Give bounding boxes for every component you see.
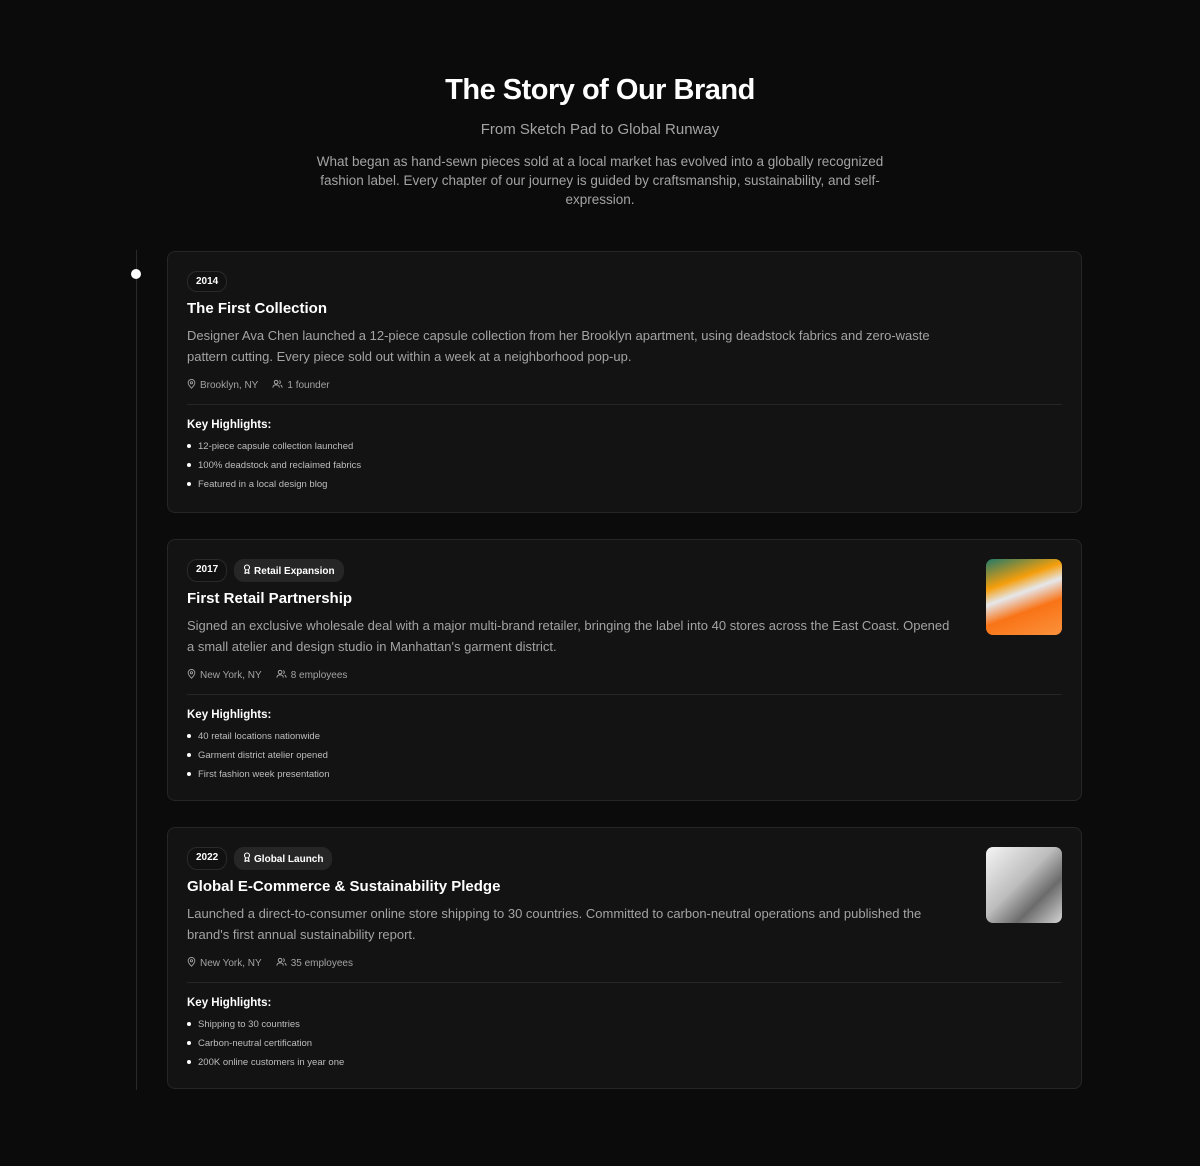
- team-size: 8 employees: [276, 669, 348, 682]
- divider: [187, 982, 1062, 983]
- milestone-card: [167, 827, 1082, 1089]
- highlights-heading: Key Highlights:: [187, 419, 272, 431]
- year-badge: 2017: [187, 559, 227, 582]
- milestone-image: [986, 847, 1062, 923]
- highlights-list: [187, 437, 1062, 494]
- map-pin-icon: [187, 957, 196, 970]
- location: Brooklyn, NY: [187, 379, 258, 392]
- milestone-description: Signed an exclusive wholesale deal with a major multi-brand retailer, bringing the label into 40 stores across the East Coast. Opened a small atelier and design studio in Manhattan's garment district.: [187, 618, 950, 654]
- highlights-heading: Key Highlights:: [187, 709, 272, 721]
- highlight-item: 100% deadstock and reclaimed fabrics: [187, 456, 1062, 475]
- highlight-item: 40 retail locations nationwide: [187, 727, 1062, 746]
- users-icon: [276, 669, 287, 682]
- highlights-list: [187, 727, 1062, 784]
- milestone-description: Launched a direct-to-consumer online store shipping to 30 countries. Committed to carbon-neutral operations and published the brand's first annual sustainability report.: [187, 906, 922, 942]
- milestone-card: [167, 539, 1082, 801]
- milestone-title: The First Collection: [187, 300, 328, 317]
- timeline-line: [136, 250, 137, 1090]
- highlight-item: 200K online customers in year one: [187, 1053, 1062, 1072]
- map-pin-icon: [187, 669, 196, 682]
- team-size: 35 employees: [276, 957, 353, 970]
- milestone-image: [986, 559, 1062, 635]
- team-size: 1 founder: [272, 379, 329, 392]
- intro-text: What began as hand-sewn pieces sold at a local market has evolved into a globally recognized fashion label. Every chapter of our journey is guided by craftsmanship, sustainability, and self-expression.: [316, 154, 884, 207]
- year-badge: 2022: [187, 847, 227, 870]
- location: New York, NY: [187, 957, 262, 970]
- users-icon: [276, 957, 287, 970]
- tag-label: Global Launch: [254, 854, 324, 865]
- year-badge: 2014: [187, 271, 227, 292]
- milestone-description: Designer Ava Chen launched a 12-piece capsule collection from her Brooklyn apartment, using deadstock fabrics and zero-waste pattern cutting. Every piece sold out within a week at a neighborhood pop-up.: [187, 328, 930, 364]
- highlight-item: 12-piece capsule collection launched: [187, 437, 1062, 456]
- award-icon: [243, 854, 251, 865]
- award-icon: [243, 566, 251, 577]
- page-title: The Story of Our Brand: [445, 74, 755, 106]
- highlight-item: First fashion week presentation: [187, 765, 1062, 784]
- milestone-tag: [234, 847, 332, 870]
- highlights-list: [187, 1015, 1062, 1072]
- milestone-title: Global E-Commerce & Sustainability Pledge: [187, 878, 501, 895]
- tag-label: Retail Expansion: [254, 566, 335, 577]
- divider: [187, 694, 1062, 695]
- users-icon: [272, 379, 283, 392]
- page-subtitle: From Sketch Pad to Global Runway: [480, 121, 720, 138]
- highlight-item: Carbon-neutral certification: [187, 1034, 1062, 1053]
- hero: [0, 0, 1200, 209]
- divider: [187, 404, 1062, 405]
- highlight-item: Garment district atelier opened: [187, 746, 1062, 765]
- highlights-heading: Key Highlights:: [187, 997, 272, 1009]
- timeline-dot: [131, 269, 141, 279]
- milestone-tag: [234, 559, 343, 582]
- map-pin-icon: [187, 379, 196, 392]
- highlight-item: Featured in a local design blog: [187, 475, 1062, 494]
- milestone-card: [167, 251, 1082, 513]
- milestone-title: First Retail Partnership: [187, 590, 353, 607]
- highlight-item: Shipping to 30 countries: [187, 1015, 1062, 1034]
- location: New York, NY: [187, 669, 262, 682]
